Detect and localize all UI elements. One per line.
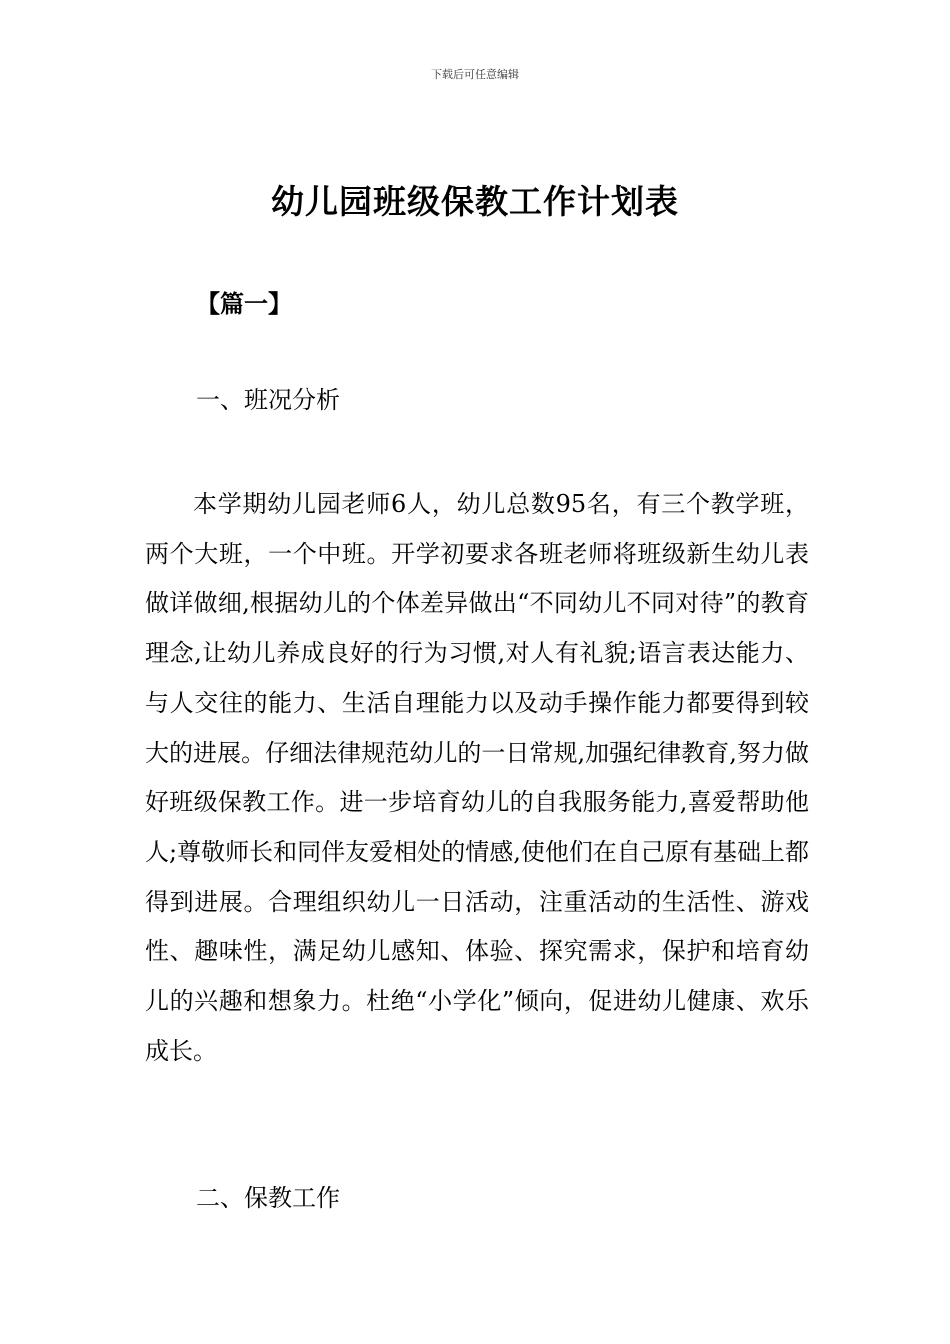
- section-1-body: 本学期幼儿园老师6人，幼儿总数95名，有三个教学班，两个大班，一个中班。开学初要求各班老师将班级新生幼儿表做详做细,根据幼儿的个体差异做出“不同幼儿不同对待”的教育理念,让幼儿养成良好的行为习惯,对人有礼貌;语言表达能力、与人交往的能力、生活自理能力以及动手操作能力都要得到较大的进展。仔细法律规范幼儿的一日常规,加强纪律教育,努力做好班级保教工作。进一步培育幼儿的自我服务能力,喜爱帮助他人;尊敬师长和同伴友爱相处的情感,使他们在自己原有基础上都得到进展。合理组织幼儿一日活动，注重活动的生活性、游戏性、趣味性，满足幼儿感知、体验、探究需求，保护和培育幼儿的兴趣和想象力。杜绝“小学化”倾向，促进幼儿健康、欢乐成长。: [145, 490, 809, 1065]
- document-title: 幼儿园班级保教工作计划表: [271, 182, 679, 221]
- section-heading-2: 二、保教工作: [196, 1184, 340, 1212]
- page-header-note: 下载后可任意编辑: [431, 68, 519, 81]
- section-heading-1: 一、班况分析: [196, 386, 340, 414]
- chapter-label: 【篇一】: [196, 290, 292, 318]
